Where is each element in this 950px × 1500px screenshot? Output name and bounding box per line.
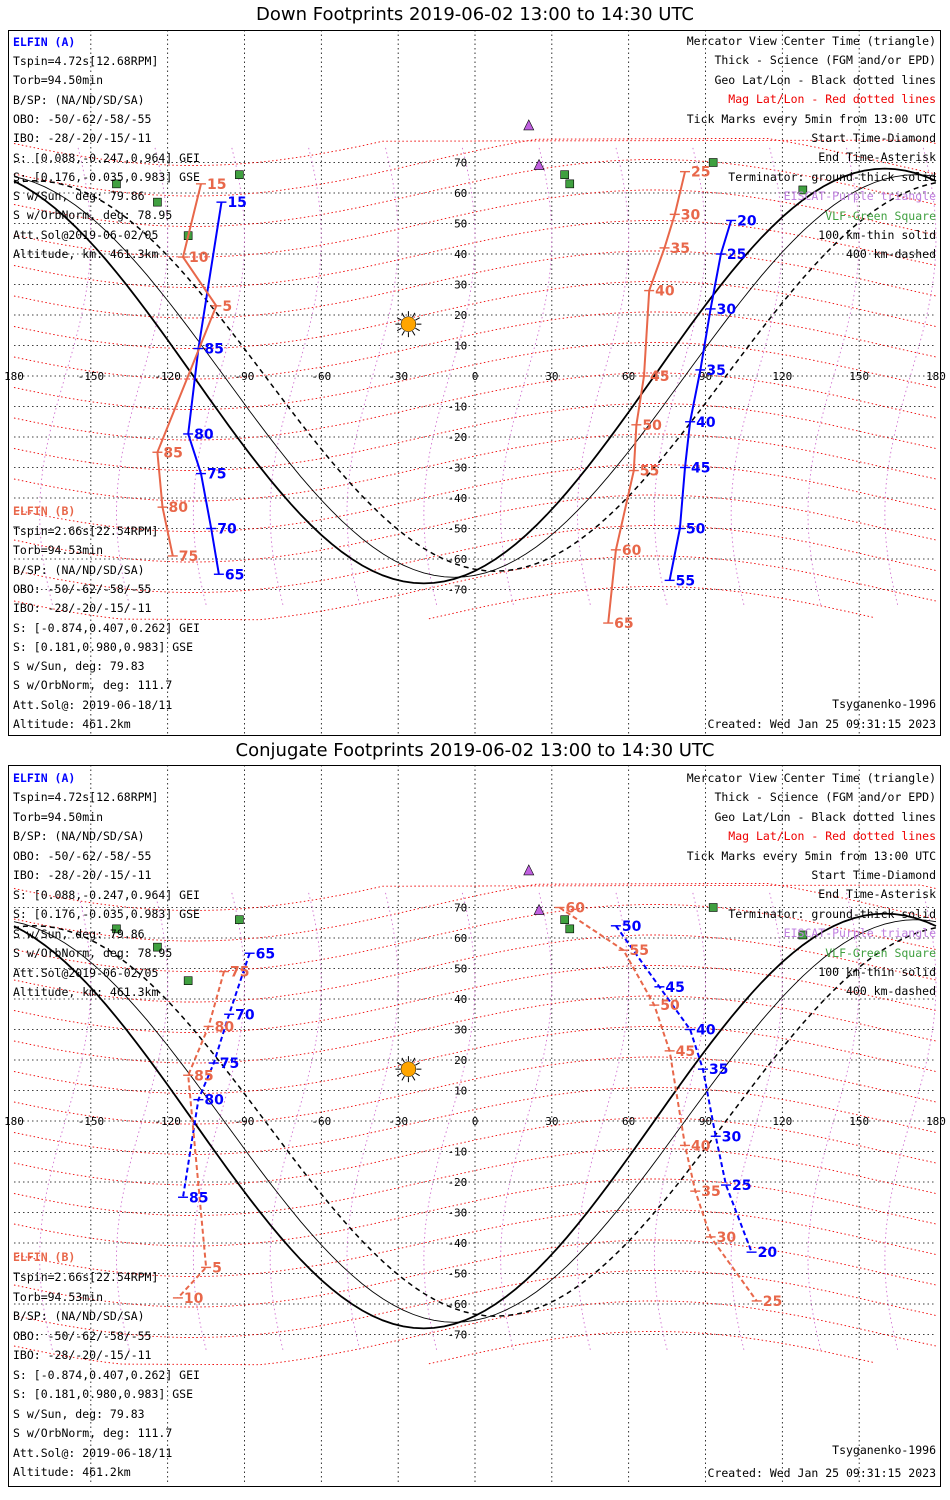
tick-label: 60 — [565, 900, 586, 917]
lat-label: -70 — [447, 583, 468, 597]
param-line: S w/Sun, deg: 79.83 — [13, 1406, 145, 1421]
lon-label: -150 — [77, 370, 105, 383]
tick-label: 65 — [255, 946, 276, 963]
tick-label: 70 — [235, 1007, 255, 1024]
legend-entry: Mercator View Center Time (triangle) — [686, 34, 936, 48]
param-line: S: [0.176,-0.035,0.983] GSE — [13, 907, 200, 921]
tick-label: 45 — [665, 979, 685, 996]
tick-label: 15 — [206, 176, 227, 193]
tick-label: 35 — [706, 362, 726, 379]
param-line: Att.Sol@: 2019-06-18/11 — [13, 1445, 173, 1460]
tick-label: 80 — [168, 500, 189, 517]
lat-label: 10 — [454, 339, 468, 353]
tick-label: 45 — [650, 369, 670, 385]
legend-entry: Mag Lat/Lon - Red dotted lines — [728, 829, 936, 844]
param-line: S: [0.176,-0.035,0.983] GSE — [13, 169, 200, 184]
lat-label: -70 — [447, 1328, 468, 1342]
tick-label: 75 — [230, 964, 250, 981]
lat-label: 40 — [454, 993, 468, 1006]
tick-label: 10 — [189, 250, 209, 267]
sun-icon — [395, 1056, 421, 1082]
tick-label: 25 — [762, 1293, 783, 1310]
tick-label: 30 — [716, 1229, 737, 1246]
mag-meridian — [654, 892, 705, 1350]
tick-label: 50 — [642, 417, 662, 434]
param-line: OBO: -50/-62/-58/-55 — [13, 111, 152, 126]
param-line: S: [-0.874,0.407,0.262] GEI — [13, 620, 200, 635]
param-line: S w/Sun, deg: 79.86 — [13, 189, 145, 204]
sun-ray — [415, 318, 419, 321]
param-line: Att.Sol@2019-06-02/05 — [13, 227, 159, 242]
param-line: IBO: -28/-20/-15/-11 — [13, 1348, 152, 1362]
param-line: Att.Sol@: 2019-06-18/11 — [13, 697, 173, 712]
elfin-b-label: ELFIN (B) — [13, 504, 76, 518]
lat-label: 50 — [454, 962, 468, 976]
tick-label: 75 — [219, 1056, 240, 1073]
lat-label: -20 — [447, 431, 468, 444]
tick-label: 85 — [163, 445, 183, 462]
elfin-b-ticks — [152, 164, 713, 633]
param-line: S: [0.181,0.980,0.983] GSE — [13, 639, 194, 654]
conj-elfin-b-label: ELFIN (B) — [13, 1250, 76, 1264]
mag-meridian — [424, 147, 475, 605]
lon-label: 180 — [4, 1115, 24, 1128]
lat-label: 50 — [454, 217, 468, 231]
mag-meridian — [424, 892, 475, 1350]
lat-label: -10 — [447, 1145, 468, 1159]
lon-label: 60 — [622, 370, 636, 383]
legend-entry: Geo Lat/Lon - Black dotted lines — [714, 72, 936, 87]
param-line: S: [-0.874,0.407,0.262] GEI — [13, 1367, 200, 1382]
param-line: B/SP: (NA/ND/SD/SA) — [13, 829, 145, 843]
lat-label: 70 — [454, 156, 468, 170]
param-line: S: [0.088,-0.247,0.964] GEI — [13, 887, 200, 902]
tick-label: 75 — [178, 548, 199, 565]
legend-entry: End Time-Asterisk — [818, 150, 936, 165]
param-line: OBO: -50/-62/-58/-55 — [13, 848, 152, 863]
tick-label: 35 — [708, 1062, 729, 1079]
tick-label: 35 — [670, 240, 691, 257]
param-line: Torb=94.50min — [13, 809, 104, 824]
lon-label: 30 — [545, 1115, 559, 1128]
tick-label: 75 — [206, 466, 227, 483]
lat-label: -60 — [447, 1298, 468, 1311]
vlf-square-icon — [184, 977, 192, 985]
param-line: Torb=94.50min — [13, 73, 104, 88]
tick-label: 5 — [222, 298, 233, 315]
legend-entry: End Time-Asterisk — [818, 887, 936, 902]
param-line: S w/Sun, deg: 79.86 — [13, 926, 145, 941]
sun-ray — [397, 1073, 401, 1076]
tick-label: 30 — [680, 207, 701, 224]
sun-ray — [415, 1073, 419, 1076]
mag-meridian — [501, 892, 552, 1350]
tick-label: 80 — [214, 1019, 235, 1036]
tick-label: 10 — [183, 1290, 204, 1307]
legend-entry: Terminator: ground-thick solid — [728, 906, 936, 921]
vlf-square-icon — [709, 904, 717, 912]
param-line: B/SP: (NA/ND/SD/SA) — [13, 562, 145, 577]
lon-label: 120 — [772, 370, 793, 383]
tick-label: 40 — [655, 283, 675, 300]
param-line: S: [0.181,0.980,0.983] GSE — [13, 1387, 194, 1401]
lat-label: -50 — [447, 1267, 468, 1281]
param-line: Tspin=2.66s[22.54RPM] — [13, 524, 159, 538]
param-line: IBO: -28/-20/-15/-11 — [13, 601, 152, 616]
lon-label: 180 — [4, 370, 24, 383]
lat-label: -40 — [447, 492, 468, 505]
param-line: Torb=94.53min — [13, 543, 104, 558]
tick-label: 85 — [189, 1190, 209, 1207]
tick-label: 25 — [731, 1178, 752, 1195]
param-line: S w/OrbNorm, deg: 111.7 — [13, 1426, 173, 1440]
vlf-square-icon — [566, 925, 574, 933]
lat-label: 30 — [454, 278, 468, 292]
eiscat-triangle-icon — [524, 120, 534, 130]
elfin-b-track-east — [608, 172, 685, 623]
lat-label: -50 — [447, 522, 468, 536]
legend-entry: 400 km-dashed — [845, 247, 936, 262]
mag-parallel — [429, 587, 875, 619]
legend-entry: EISCAT-Purple triangle — [783, 926, 936, 941]
lon-label: -60 — [311, 1115, 332, 1128]
tick-label: 80 — [194, 426, 214, 443]
lon-label: 180 — [926, 1115, 946, 1128]
param-line: S: [0.088,-0.247,0.964] GEI — [13, 150, 200, 165]
legend-entry: VLF-Green Square — [825, 945, 936, 960]
tick-label: 40 — [696, 1022, 716, 1039]
param-line: IBO: -28/-20/-15/-11 — [13, 131, 152, 146]
lat-label: -30 — [447, 461, 468, 475]
lon-label: 90 — [698, 370, 713, 383]
tick-label: 30 — [721, 1129, 742, 1146]
lon-label: 0 — [471, 370, 479, 383]
legend-entry: 100 km-thin solid — [818, 965, 936, 979]
sun-ray — [402, 1076, 405, 1080]
lat-label: 30 — [454, 1023, 468, 1037]
param-line: B/SP: (NA/ND/SD/SA) — [13, 92, 145, 107]
lon-label: 180 — [926, 370, 946, 383]
mag-parallel — [429, 1332, 875, 1364]
down-created-stamp: Created: Wed Jan 25 09:31:15 2023 — [707, 717, 936, 731]
tick-label: 25 — [726, 247, 747, 263]
sun-ray — [412, 1076, 415, 1080]
vlf-square-icon — [153, 198, 161, 206]
param-line: Altitude, km: 461.3km — [13, 985, 159, 999]
param-line: S w/OrbNorm, deg: 111.7 — [13, 678, 173, 693]
param-line: Torb=94.53min — [13, 1289, 104, 1304]
tick-label: 60 — [621, 542, 642, 559]
vlf-square-icon — [566, 180, 574, 188]
tick-label: 85 — [194, 1068, 214, 1085]
tick-label: 70 — [217, 521, 237, 538]
tick-label: 50 — [660, 998, 680, 1015]
lon-label: 0 — [471, 1115, 479, 1128]
lat-label: 60 — [454, 932, 468, 945]
conj-elfin-a-label: ELFIN (A) — [13, 771, 76, 785]
lat-label: 40 — [454, 248, 468, 261]
lat-label: -40 — [447, 1237, 468, 1250]
tick-label: 50 — [685, 521, 706, 538]
param-line: Tspin=4.72s[12.68RPM] — [13, 54, 159, 68]
tick-label: 65 — [224, 567, 245, 584]
legend-entry: Tick Marks every 5min from 13:00 UTC — [686, 848, 936, 863]
vlf-square-icon — [561, 171, 569, 179]
lat-label: -60 — [447, 553, 468, 566]
lat-label: 20 — [454, 1054, 468, 1067]
lat-label: 60 — [454, 187, 468, 200]
sun-ray — [415, 328, 419, 331]
legend-entry: Mag Lat/Lon - Red dotted lines — [728, 92, 936, 107]
legend-entry: VLF-Green Square — [825, 208, 936, 223]
sun-icon — [395, 311, 421, 337]
tick-label: 5 — [212, 1260, 222, 1277]
conj-model-name: Tsyganenko-1996 — [832, 1443, 936, 1457]
tick-label: 30 — [716, 301, 737, 318]
param-line: S w/OrbNorm, deg: 78.95 — [13, 208, 173, 223]
conj-panel-title: Conjugate Footprints 2019-06-02 13:00 to 14:30 UTC — [235, 740, 715, 761]
param-line: OBO: -50/-62/-58/-55 — [13, 1328, 152, 1343]
sun-ray — [397, 328, 401, 331]
legend-entry: Mercator View Center Time (triangle) — [686, 771, 936, 785]
tick-label: 40 — [691, 1138, 711, 1155]
tick-label: 80 — [204, 1092, 224, 1109]
legend-entry: Terminator: ground-thick solid — [728, 169, 936, 184]
lat-label: -20 — [447, 1176, 468, 1189]
lon-label: -120 — [154, 370, 181, 383]
vlf-square-icon — [235, 171, 243, 179]
vlf-square-icon — [561, 916, 569, 924]
lat-label: -10 — [447, 400, 468, 414]
elfin-a-label: ELFIN (A) — [13, 35, 76, 49]
param-line: IBO: -28/-20/-15/-11 — [13, 868, 152, 882]
lon-label: 90 — [698, 1115, 713, 1128]
tick-label: 15 — [227, 195, 247, 212]
legend-entry: Thick - Science (FGM and/or EPD) — [714, 53, 936, 68]
down-model-name: Tsyganenko-1996 — [832, 697, 936, 711]
sun-ray — [402, 331, 405, 335]
lon-label: -30 — [388, 370, 409, 383]
tick-label: 50 — [621, 918, 642, 935]
lon-label: 30 — [545, 370, 559, 383]
lon-label: -30 — [388, 1115, 409, 1128]
sun-disc — [401, 1062, 416, 1077]
param-line: Altitude: 461.2km — [13, 717, 131, 731]
legend-entry: Tick Marks every 5min from 13:00 UTC — [686, 111, 936, 126]
conj-elfin-a-ticks — [178, 919, 777, 1261]
tick-label: 20 — [757, 1245, 778, 1262]
param-line: S w/OrbNorm, deg: 78.95 — [13, 946, 173, 960]
param-line: S w/Sun, deg: 79.83 — [13, 659, 145, 674]
lat-label: 70 — [454, 901, 468, 915]
tick-label: 55 — [675, 573, 696, 590]
lon-label: -90 — [234, 370, 255, 383]
param-line: OBO: -50/-62/-58/-55 — [13, 581, 152, 596]
sun-ray — [397, 1063, 401, 1066]
sun-disc — [401, 317, 416, 332]
tick-label: 40 — [696, 414, 716, 431]
lon-label: 60 — [622, 1115, 636, 1128]
param-line: Altitude: 461.2km — [13, 1465, 131, 1479]
param-line: Tspin=4.72s[12.68RPM] — [13, 790, 159, 804]
sun-ray — [415, 1063, 419, 1066]
lon-label: -90 — [234, 1115, 255, 1128]
lat-label: -30 — [447, 1206, 468, 1220]
lon-label: -120 — [154, 1115, 181, 1128]
tick-label: 65 — [614, 616, 634, 633]
legend-entry: Geo Lat/Lon - Black dotted lines — [714, 809, 936, 824]
vlf-square-icon — [235, 916, 243, 924]
lon-label: 150 — [849, 370, 870, 383]
legend-entry: Start Time-Diamond — [811, 131, 936, 145]
legend-entry: Start Time-Diamond — [811, 868, 936, 882]
param-line: Att.Sol@2019-06-02/05 — [13, 965, 159, 980]
param-line: Tspin=2.66s[22.54RPM] — [13, 1270, 159, 1284]
tick-label: 20 — [737, 213, 757, 230]
eiscat-triangle-icon — [524, 865, 534, 875]
tick-label: 35 — [701, 1184, 721, 1201]
legend-entry: 400 km-dashed — [845, 984, 936, 999]
tick-label: 85 — [204, 341, 224, 358]
lat-label: 20 — [454, 309, 468, 322]
tick-label: 25 — [691, 164, 711, 181]
param-line: B/SP: (NA/ND/SD/SA) — [13, 1309, 145, 1323]
tick-label: 45 — [675, 1043, 696, 1060]
legend-entry: EISCAT-Purple triangle — [783, 189, 936, 204]
down-panel-title: Down Footprints 2019-06-02 13:00 to 14:30 UTC — [256, 4, 694, 25]
lon-label: 150 — [849, 1115, 870, 1128]
conj-created-stamp: Created: Wed Jan 25 09:31:15 2023 — [707, 1466, 936, 1480]
param-line: Altitude, km: 461.3km — [13, 247, 159, 261]
lon-label: -60 — [311, 370, 332, 383]
legend-entry: 100 km-thin solid — [818, 228, 936, 242]
mag-meridian — [501, 147, 552, 605]
lon-label: -150 — [77, 1115, 105, 1128]
lon-label: 120 — [772, 1115, 793, 1128]
tick-label: 55 — [639, 463, 660, 480]
tick-label: 55 — [629, 943, 650, 960]
legend-entry: Thick - Science (FGM and/or EPD) — [714, 790, 936, 805]
tick-label: 45 — [691, 460, 711, 477]
lat-label: 10 — [454, 1084, 468, 1098]
sun-ray — [412, 331, 415, 335]
